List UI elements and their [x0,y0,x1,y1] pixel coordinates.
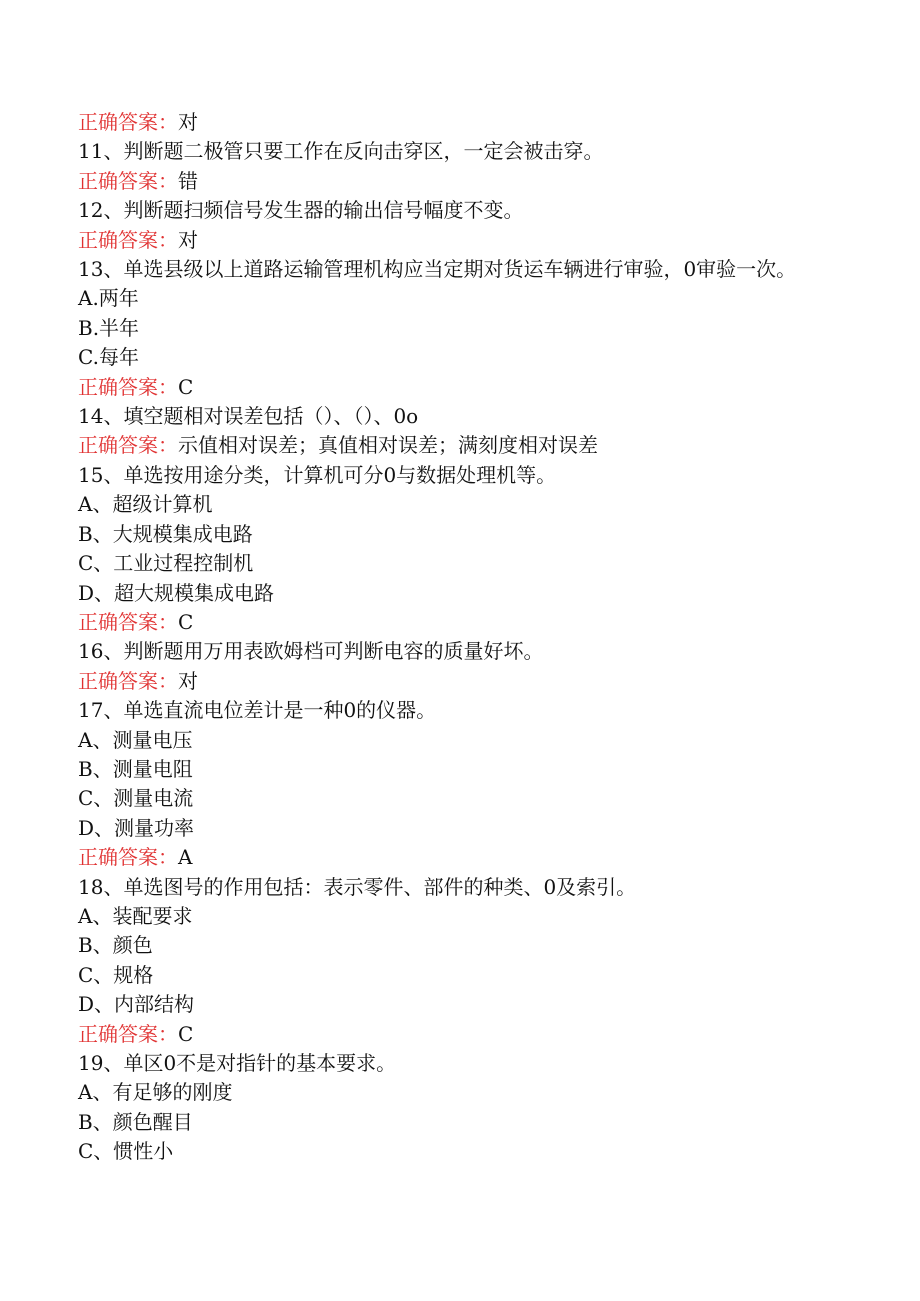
option-text: B.半年 [78,315,140,340]
answer-label: 正确答案： [78,609,178,634]
answer-line [78,843,838,872]
answer-value: 对 [178,668,198,693]
question-text: 17、单选直流电位差计是一种0的仪器。 [78,698,437,723]
option-text: A、装配要求 [78,903,193,928]
option-text: D、测量功率 [78,815,195,840]
answer-line [78,667,838,696]
answer-line [78,1020,838,1049]
answer-line [78,373,838,402]
question-list [78,108,838,1167]
answer-value: 错 [178,168,198,193]
answer-line [78,226,838,255]
answer-line [78,431,838,460]
answer-line [78,167,838,196]
question-text: 16、判断题用万用表欧姆档可判断电容的质量好坏。 [78,639,544,664]
option-text: C、规格 [78,962,154,987]
question-text: 18、单选图号的作用包括：表示零件、部件的种类、0及索引。 [78,874,637,899]
answer-label: 正确答案： [78,168,178,193]
question-text: 11、判断题二极管只要工作在反向击穿区，一定会被击穿。 [78,139,604,164]
option-text: D、超大规模集成电路 [78,580,275,605]
answer-value: 对 [178,227,198,252]
answer-value: 对 [178,110,198,134]
question-text: 13、单选县级以上道路运输管理机构应当定期对货运车辆进行审验，0审验一次。 [78,257,797,282]
answer-label: 正确答案： [78,1021,178,1046]
answer-label: 正确答案： [78,845,178,870]
option-text: A、测量电压 [78,727,193,752]
option-text: D、内部结构 [78,992,195,1017]
answer-label: 正确答案： [78,668,178,693]
option-text: C、测量电流 [78,786,194,811]
answer-line [78,108,838,137]
answer-label: 正确答案： [78,374,178,399]
option-text: B、大规模集成电路 [78,521,253,546]
answer-line [78,608,838,637]
option-text: B、颜色 [78,933,153,958]
option-text: A、超级计算机 [78,492,213,517]
question-text: 19、单区0不是对指针的基本要求。 [78,1051,397,1075]
answer-value: 示值相对误差；真值相对误差；满刻度相对误差 [178,433,598,458]
answer-label: 正确答案： [78,433,178,458]
question-text: 15、单选按用途分类，计算机可分0与数据处理机等。 [78,462,557,487]
answer-value: C [178,609,194,634]
option-text: C、工业过程控制机 [78,551,254,576]
answer-value: A [178,845,193,870]
option-text: B、测量电阻 [78,756,193,781]
option-text: A.两年 [78,286,139,311]
option-text: C.每年 [78,345,139,370]
question-text: 12、判断题扫频信号发生器的输出信号幅度不变。 [78,198,524,223]
answer-value: C [178,1021,194,1046]
answer-value: C [178,374,194,399]
option-text: B、颜色醒目 [78,1109,193,1134]
option-text: C、惯性小 [78,1139,174,1164]
question-text: 14、填空题相对误差包括（）、（）、0o [78,404,419,429]
answer-label: 正确答案： [78,227,178,252]
answer-label: 正确答案： [78,110,178,134]
option-text: A、有足够的刚度 [78,1080,233,1105]
